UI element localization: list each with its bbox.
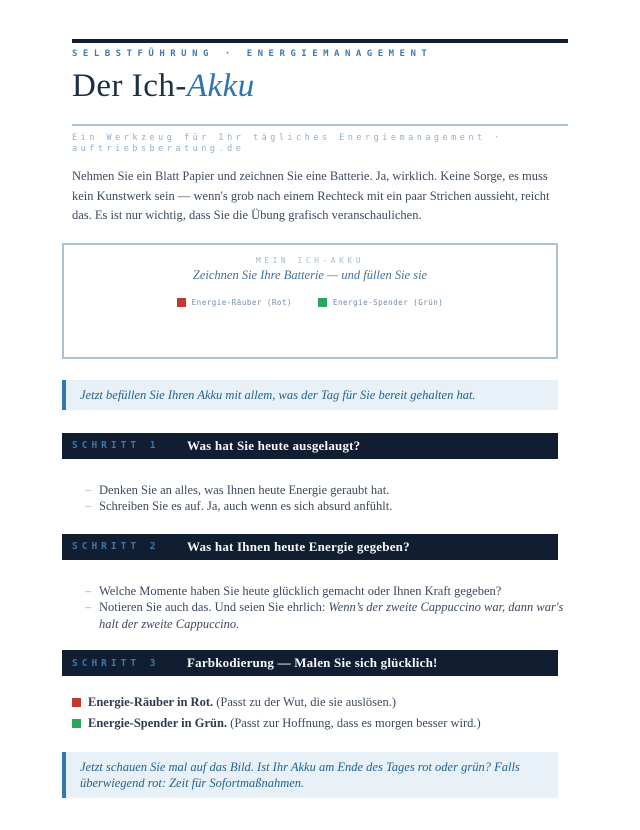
key-note-rot: (Passt zu der Wut, die sie auslösen.)	[216, 695, 397, 709]
battery-box-kicker: MEIN ICH-AKKU	[255, 255, 365, 265]
step2-list	[72, 583, 568, 633]
step3-title: Farbkodierung — Malen Sie sich glücklich!	[187, 655, 438, 670]
battery-box-legend	[64, 298, 556, 307]
list-item-text: Denken Sie an alles, was Ihnen heute Energie geraubt hat.	[99, 482, 390, 497]
dash-bullet-icon: –	[85, 499, 92, 513]
step2-label: SCHRITT 2	[72, 541, 160, 552]
title-divider	[72, 124, 568, 126]
step1-header	[62, 433, 558, 459]
page-title	[72, 67, 568, 105]
step2-title: Was hat Ihnen heute Energie gegeben?	[187, 538, 410, 554]
key-note-gruen: (Passt zur Hoffnung, dass es morgen besser wird.)	[230, 716, 481, 730]
intro-paragraph: Nehmen Sie ein Blatt Papier und zeichnen Sie eine Batterie. Ja, wirklich. Keine Sorge, es muss kein Kunstwerk sein — wenn's grob nach einem Rechteck mit ein paar Strichen aussieht, reicht das. Es ist nur wichtig, dass Sie die Übung grafisch veranschaulichen.	[72, 169, 550, 222]
list-item-text: Schreiben Sie es auf. Ja, auch wenn es sich absurd anfühlt.	[99, 499, 393, 513]
battery-box-caption: Zeichnen Sie Ihre Batterie — und füllen Sie sie	[192, 267, 428, 282]
callout-fill-akku	[62, 380, 558, 410]
step2-header	[62, 534, 558, 560]
list-item-text	[99, 599, 568, 632]
color-key	[72, 695, 568, 730]
key-bold-rot: Energie-Räuber in Rot.	[88, 695, 214, 709]
dash-bullet-icon: –	[85, 583, 92, 598]
subtitle: Ein Werkzeug für Ihr tägliches Energiemanagement · auftriebsberatung.de	[72, 133, 503, 154]
legend-label-raeuber: Energie-Räuber (Rot)	[191, 297, 292, 307]
step1-title: Was hat Sie heute ausgelaugt?	[187, 437, 361, 453]
list-item-text	[99, 583, 501, 600]
top-rule	[72, 39, 568, 43]
legend-label-spender: Energie-Spender (Grün)	[332, 297, 444, 307]
step1-label: SCHRITT 1	[72, 440, 160, 451]
legend-item-spender	[318, 298, 443, 307]
key-bold-gruen: Energie-Spender in Grün.	[88, 716, 228, 730]
callout-fill-akku-text: Jetzt befüllen Sie Ihren Akku mit allem, was der Tag für Sie bereit gehalten hat.	[80, 387, 476, 402]
list-item-lead: Notieren Sie auch das. Und seien Sie ehrlich:	[99, 600, 329, 614]
list-item-italic: Wenn’s der zweite Cappuccino war, dann war's halt der zweite Cappuccino.	[99, 600, 564, 631]
list-item	[85, 583, 568, 600]
list-item-lead: Welche Momente haben Sie heute glücklich gemacht oder Ihnen Kraft gegeben?	[99, 583, 502, 598]
page-title-plain: Der Ich-	[72, 68, 187, 104]
kicker: SELBSTFÜHRUNG · ENERGIEMANAGEMENT	[72, 49, 433, 59]
step1-list	[72, 482, 568, 515]
step3-label: SCHRITT 3	[72, 657, 160, 669]
key-line-gruen	[72, 716, 568, 730]
red-swatch-icon	[177, 298, 186, 307]
battery-box	[62, 243, 558, 359]
page-title-accent: Akku	[186, 68, 255, 104]
callout-review	[62, 752, 558, 798]
legend-item-raeuber	[177, 298, 292, 307]
dash-bullet-icon: –	[85, 482, 92, 497]
red-swatch-icon	[72, 698, 81, 707]
list-item	[85, 498, 568, 515]
dash-bullet-icon: –	[85, 600, 92, 614]
list-item	[85, 599, 568, 632]
list-item	[85, 482, 568, 499]
green-swatch-icon	[318, 298, 327, 307]
key-line-rot	[72, 695, 568, 709]
green-swatch-icon	[72, 719, 81, 728]
callout-review-text: Jetzt schauen Sie mal auf das Bild. Ist Ihr Akku am Ende des Tages rot oder grün? Falls überwiegend rot: Zeit für Sofortmaßnahmen.	[80, 760, 520, 790]
step3-header	[62, 650, 558, 676]
